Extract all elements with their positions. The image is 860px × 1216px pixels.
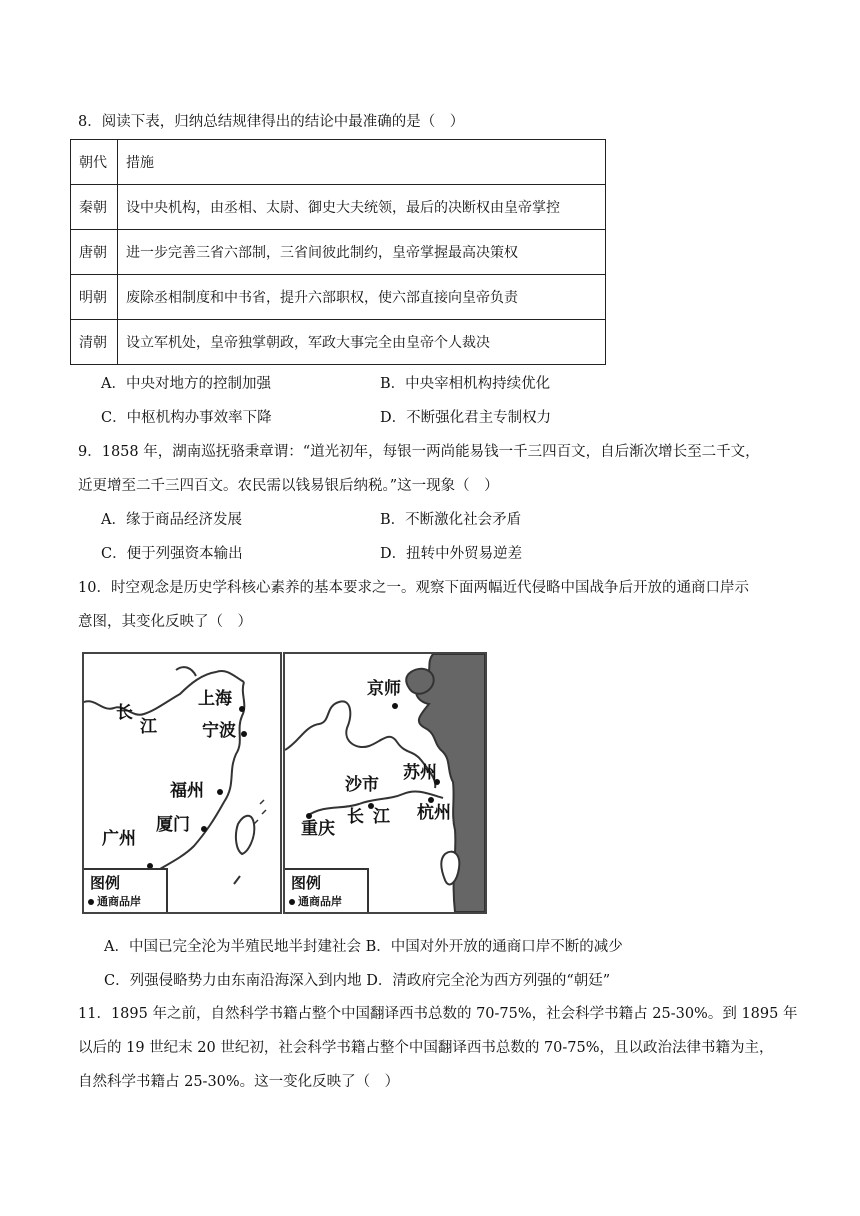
q8-option-b[interactable]: B．中央宰相机构持续优化 — [380, 376, 551, 392]
map1-legend-item — [88, 893, 141, 909]
port-dot-icon — [88, 899, 94, 905]
table-cell-measure: 废除丞相制度和中书省，提升六部职权，使六部直接向皇帝负责 — [118, 275, 606, 320]
map2-legend — [285, 868, 369, 912]
map1-legend-item-label: 通商品岸 — [97, 895, 141, 908]
map2-label-chongqing: 重庆 — [301, 819, 335, 839]
map2-label-shashi: 沙市 — [345, 775, 379, 795]
q8-option-c[interactable]: C．中枢机构办事效率下降 — [101, 410, 272, 426]
table-cell-measure: 设立军机处，皇帝独掌朝政，军政大事完全由皇帝个人裁决 — [118, 320, 606, 365]
map-treaty-ports-1842 — [82, 652, 282, 914]
map2-legend-item-label: 通商品岸 — [298, 895, 342, 908]
q10-options-ab[interactable]: A．中国已完全沦为半殖民地半封建社会 B．中国对外开放的通商口岸不断的减少 — [104, 939, 623, 955]
table-cell-measure: 设中央机构，由丞相、太尉、御史大夫统领，最后的决断权由皇帝掌控 — [118, 185, 606, 230]
q10-options-cd[interactable]: C．列强侵略势力由东南沿海深入到内地 D．清政府完全沦为西方列强的“朝廷” — [104, 973, 611, 989]
table-row — [71, 230, 606, 275]
q10-stem-line2: 意图，其变化反映了（ ） — [78, 614, 252, 630]
table-cell-measure: 进一步完善三省六部制，三省间彼此制约，皇帝掌握最高决策权 — [118, 230, 606, 275]
map2-label-jingshi: 京师 — [367, 679, 401, 699]
table-row — [71, 275, 606, 320]
table-header-dynasty: 朝代 — [71, 140, 118, 185]
q9-option-a[interactable]: A．缘于商品经济发展 — [101, 512, 242, 528]
table-cell-dynasty: 唐朝 — [71, 230, 118, 275]
map2-label-jiang: 江 — [373, 807, 390, 827]
map2-label-chang: 长 — [347, 807, 364, 827]
port-dot-icon — [289, 899, 295, 905]
q11-stem-line3: 自然科学书籍占 25-30%。这一变化反映了（ ） — [78, 1074, 400, 1090]
table-row — [71, 140, 606, 185]
q11-stem-line2: 以后的 19 世纪末 20 世纪初，社会科学书籍占整个中国翻译西书总数的 70-75%，且以政治法律书籍为主， — [78, 1040, 774, 1056]
q9-stem-line1: 9．1858 年，湖南巡抚骆秉章谓：“道光初年，每银一两尚能易钱一千三四百文，自后渐次增长至二千文， — [78, 444, 760, 460]
map1-label-ningbo: 宁波 — [202, 721, 236, 741]
map1-legend-title: 图例 — [90, 874, 121, 892]
q11-stem-line1: 11．1895 年之前，自然科学书籍占整个中国翻译西书总数的 70-75%，社会科学书籍占 25-30%。到 1895 年 — [78, 1006, 798, 1022]
q10-stem-line1: 10．时空观念是历史学科核心素养的基本要求之一。观察下面两幅近代侵略中国战争后开放的通商口岸示 — [78, 580, 749, 596]
map1-legend — [84, 868, 168, 912]
q8-option-d[interactable]: D．不断强化君主专制权力 — [380, 410, 552, 426]
map1-label-jiang: 江 — [140, 717, 157, 737]
table-row — [71, 185, 606, 230]
map2-legend-item — [289, 893, 342, 909]
table-cell-dynasty: 清朝 — [71, 320, 118, 365]
map1-label-fuzhou: 福州 — [170, 781, 204, 801]
table-cell-dynasty: 秦朝 — [71, 185, 118, 230]
table-header-measure: 措施 — [118, 140, 606, 185]
map2-label-hangzhou: 杭州 — [417, 803, 451, 823]
q8-stem: 8．阅读下表，归纳总结规律得出的结论中最准确的是（ ） — [78, 114, 465, 130]
map-treaty-ports-1895 — [283, 652, 487, 914]
map1-label-chang: 长 — [116, 703, 133, 723]
map1-label-guangzhou: 广州 — [102, 829, 136, 849]
map2-label-suzhou: 苏州 — [403, 763, 437, 783]
table-row — [71, 320, 606, 365]
q9-stem-line2: 近更增至二千三四百文。农民需以钱易银后纳税。”这一现象（ ） — [78, 478, 499, 494]
map2-legend-title: 图例 — [291, 874, 322, 892]
q9-option-d[interactable]: D．扭转中外贸易逆差 — [380, 546, 523, 562]
table-cell-dynasty: 明朝 — [71, 275, 118, 320]
q8-option-a[interactable]: A．中央对地方的控制加强 — [101, 376, 271, 392]
map1-label-shanghai: 上海 — [198, 689, 232, 709]
map1-label-xiamen: 厦门 — [156, 815, 190, 835]
q8-table — [70, 139, 606, 365]
q9-option-b[interactable]: B．不断激化社会矛盾 — [380, 512, 522, 528]
q9-option-c[interactable]: C．便于列强资本输出 — [101, 546, 243, 562]
